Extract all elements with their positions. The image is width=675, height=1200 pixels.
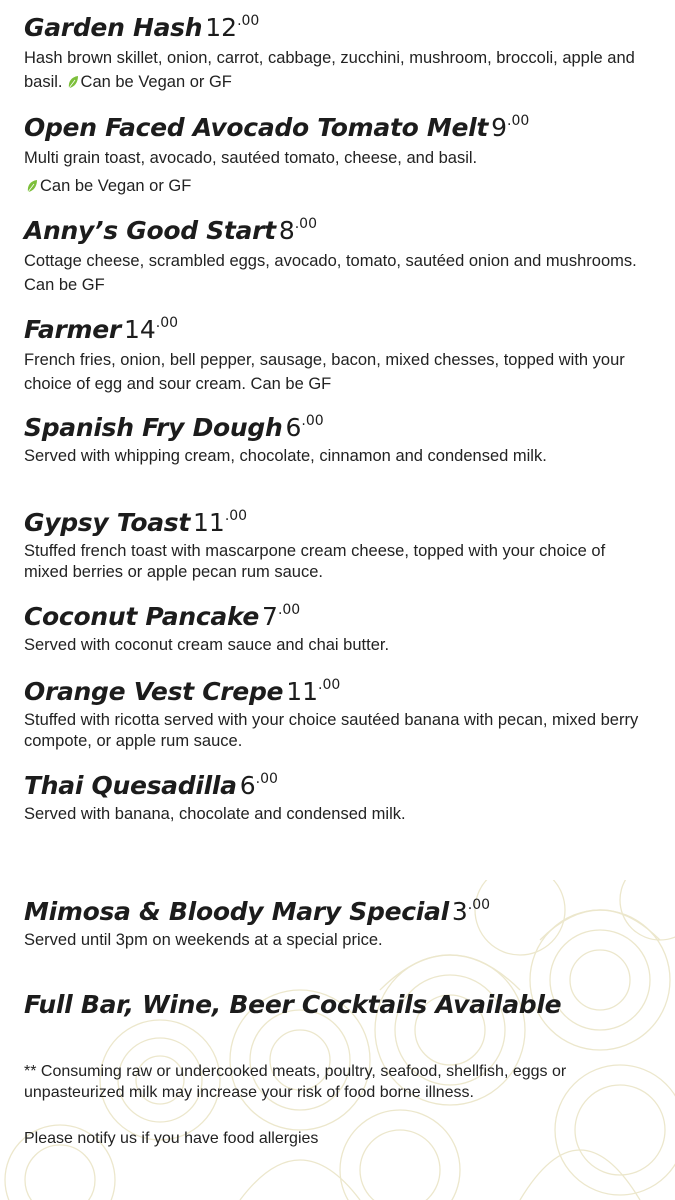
- item-title: [24, 6, 644, 43]
- item-description: Served with banana, chocolate and condensed milk.: [24, 805, 406, 823]
- item-price: $11^{.00}$: [193, 508, 248, 537]
- allergy-notice: Please notify us if you have food allergies: [24, 1130, 319, 1147]
- item-name: Mimosa & Bloody Mary Special: [24, 897, 449, 926]
- item-description: Served with coconut cream sauce and chai butter.: [24, 636, 390, 654]
- menu-item-garden-hash: [24, 6, 644, 94]
- item-title: [24, 764, 644, 801]
- item-note: Can be Vegan or GF: [40, 177, 192, 195]
- item-title: [24, 670, 644, 707]
- food-safety-warning: ** Consuming raw or undercooked meats, poultry, seafood, shellfish, eggs or unpasteurized milk may increase your risk of food borne illness.: [24, 1063, 567, 1101]
- item-name: Garden Hash: [24, 13, 203, 42]
- item-price: $14^{.00}$: [123, 315, 179, 344]
- leaf-icon: [26, 179, 38, 193]
- item-price: $3^{.00}$: [451, 897, 491, 926]
- item-price: $9^{.00}$: [491, 113, 530, 142]
- item-name: Orange Vest Crepe: [24, 677, 284, 706]
- item-price: $6^{.00}$: [285, 413, 324, 442]
- menu-item-orange-vest-crepe: [24, 670, 644, 752]
- item-description: Hash brown skillet, onion, carrot, cabbage, zucchini, mushroom, broccoli, apple and basil. Can be Vegan or GF: [24, 49, 635, 91]
- item-name: Thai Quesadilla: [24, 771, 237, 800]
- menu-item-spanish-fry-dough: [24, 406, 644, 467]
- item-price: $12^{.00}$: [205, 13, 260, 42]
- item-name: Open Faced Avocado Tomato Melt: [24, 113, 489, 142]
- item-price: $8^{.00}$: [278, 216, 317, 245]
- item-name: Anny’s Good Start: [24, 216, 276, 245]
- menu-item-farmer: [24, 308, 644, 396]
- item-name: Spanish Fry Dough: [24, 413, 283, 442]
- item-title: [24, 209, 644, 246]
- item-name: Coconut Pancake: [24, 602, 260, 631]
- item-name: Farmer: [24, 315, 121, 344]
- menu-item-gypsy-toast: [24, 501, 644, 583]
- item-price: $6^{.00}$: [239, 771, 278, 800]
- item-description: Cottage cheese, scrambled eggs, avocado, tomato, sautéed onion and mushrooms. Can be GF: [24, 252, 637, 294]
- item-title: [24, 106, 644, 143]
- leaf-icon: [67, 75, 79, 89]
- item-title: [24, 890, 644, 927]
- bar-section: [24, 990, 644, 1020]
- item-description: French fries, onion, bell pepper, sausage, bacon, mixed chesses, topped with your choice of egg and sour cream. Can be GF: [24, 351, 625, 393]
- item-description: Stuffed with ricotta served with your choice sautéed banana with pecan, mixed berry compote, or apple rum sauce.: [24, 711, 639, 750]
- item-note-line: [26, 175, 644, 197]
- menu-item-thai-quesadilla: [24, 764, 644, 825]
- item-description: Served until 3pm on weekends at a special price.: [24, 931, 383, 949]
- menu-item-avocado-melt: [24, 106, 644, 197]
- item-description: Served with whipping cream, chocolate, cinnamon and condensed milk.: [24, 447, 547, 465]
- item-name: Gypsy Toast: [24, 508, 190, 537]
- item-price: $11^{.00}$: [286, 677, 341, 706]
- item-description: Multi grain toast, avocado, sautéed tomato, cheese, and basil.: [24, 149, 478, 167]
- item-title: [24, 406, 644, 443]
- item-title: [24, 501, 644, 538]
- item-price: $7^{.00}$: [262, 602, 301, 631]
- bar-heading: Full Bar, Wine, Beer Cocktails Available: [24, 990, 562, 1019]
- menu-item-coconut-pancake: [24, 595, 644, 656]
- item-title: [24, 595, 644, 632]
- menu-item-annys-good-start: [24, 209, 644, 297]
- item-note: Can be Vegan or GF: [80, 73, 232, 91]
- item-description: Stuffed french toast with mascarpone cream cheese, topped with your choice of mixed berries or apple pecan rum sauce.: [24, 542, 606, 581]
- item-title: [24, 308, 644, 345]
- menu-item-mimosa-special: [24, 890, 644, 951]
